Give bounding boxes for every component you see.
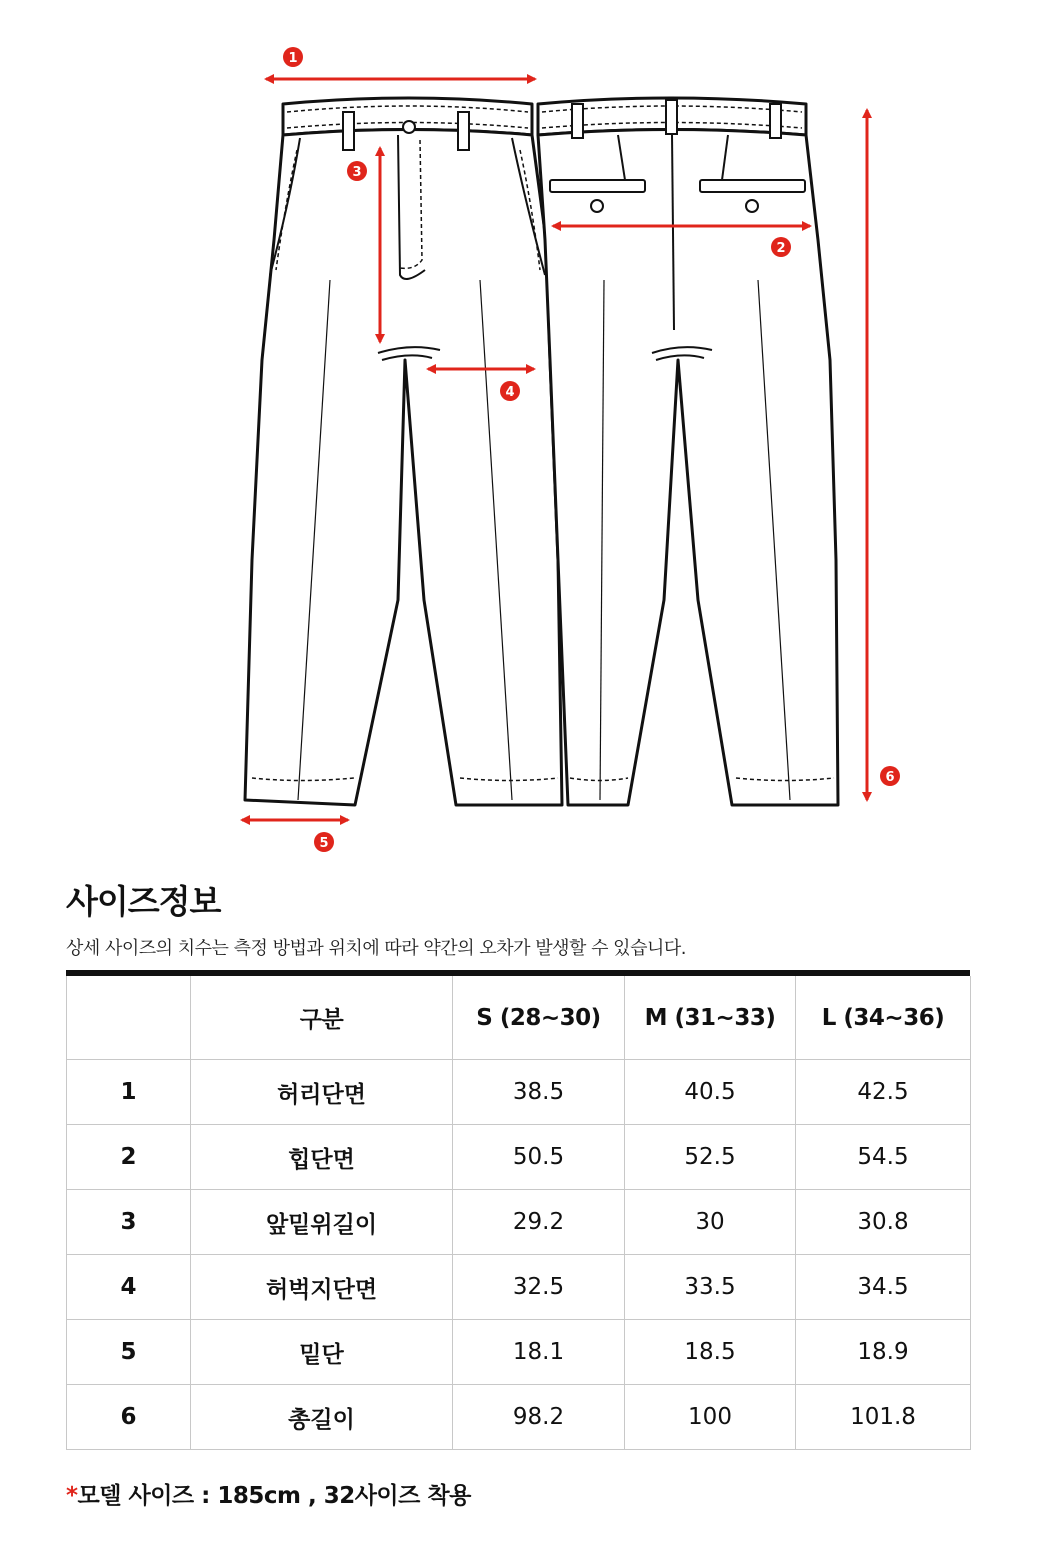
value-s: 18.1	[453, 1320, 625, 1385]
svg-text:5: 5	[319, 836, 329, 851]
table-row	[67, 1190, 971, 1255]
value-s: 98.2	[453, 1385, 625, 1450]
table-row	[67, 1385, 971, 1450]
model-size-footnote	[66, 1477, 471, 1510]
size-table	[66, 976, 971, 1450]
svg-text:2: 2	[776, 241, 786, 256]
table-row	[67, 1320, 971, 1385]
value-l: 54.5	[796, 1125, 971, 1190]
svg-text:6: 6	[885, 770, 895, 785]
value-l: 34.5	[796, 1255, 971, 1320]
row-label: 힙단면	[191, 1125, 453, 1190]
value-m: 18.5	[625, 1320, 796, 1385]
table-row	[67, 1125, 971, 1190]
marker-3	[347, 161, 367, 181]
row-label: 총길이	[191, 1385, 453, 1450]
section-title: 사이즈정보	[66, 882, 221, 921]
row-label: 허리단면	[191, 1060, 453, 1125]
marker-1	[283, 47, 303, 67]
svg-text:4: 4	[505, 385, 515, 400]
row-number: 4	[67, 1255, 191, 1320]
value-m: 100	[625, 1385, 796, 1450]
footnote-text: 모델 사이즈 : 185cm , 32사이즈 착용	[77, 1483, 471, 1509]
value-m: 33.5	[625, 1255, 796, 1320]
row-number: 6	[67, 1385, 191, 1450]
svg-text:3: 3	[352, 165, 362, 180]
marker-6	[880, 766, 900, 786]
marker-4	[500, 381, 520, 401]
marker-2	[771, 237, 791, 257]
row-number: 3	[67, 1190, 191, 1255]
value-l: 101.8	[796, 1385, 971, 1450]
value-l: 18.9	[796, 1320, 971, 1385]
row-label: 허벅지단면	[191, 1255, 453, 1320]
front-view-pants	[245, 98, 562, 805]
table-row	[67, 1060, 971, 1125]
svg-text:1: 1	[288, 51, 298, 66]
header-cell-size-l: L (34~36)	[796, 976, 971, 1060]
header-cell-category: 구분	[191, 976, 453, 1060]
value-s: 38.5	[453, 1060, 625, 1125]
value-m: 30	[625, 1190, 796, 1255]
table-row	[67, 1255, 971, 1320]
row-number: 5	[67, 1320, 191, 1385]
row-label: 밑단	[191, 1320, 453, 1385]
value-m: 52.5	[625, 1125, 796, 1190]
back-view-pants	[538, 98, 838, 805]
header-cell-size-m: M (31~33)	[625, 976, 796, 1060]
table-header-row	[67, 976, 971, 1060]
row-number: 1	[67, 1060, 191, 1125]
section-subtitle: 상세 사이즈의 치수는 측정 방법과 위치에 따라 약간의 오차가 발생할 수 있습니다.	[66, 938, 686, 959]
header-cell-size-s: S (28~30)	[453, 976, 625, 1060]
row-number: 2	[67, 1125, 191, 1190]
footnote-star: *	[66, 1483, 78, 1509]
row-label: 앞밑위길이	[191, 1190, 453, 1255]
value-s: 32.5	[453, 1255, 625, 1320]
marker-5	[314, 832, 334, 852]
value-s: 29.2	[453, 1190, 625, 1255]
value-m: 40.5	[625, 1060, 796, 1125]
header-cell-number	[67, 976, 191, 1060]
value-l: 30.8	[796, 1190, 971, 1255]
value-s: 50.5	[453, 1125, 625, 1190]
value-l: 42.5	[796, 1060, 971, 1125]
